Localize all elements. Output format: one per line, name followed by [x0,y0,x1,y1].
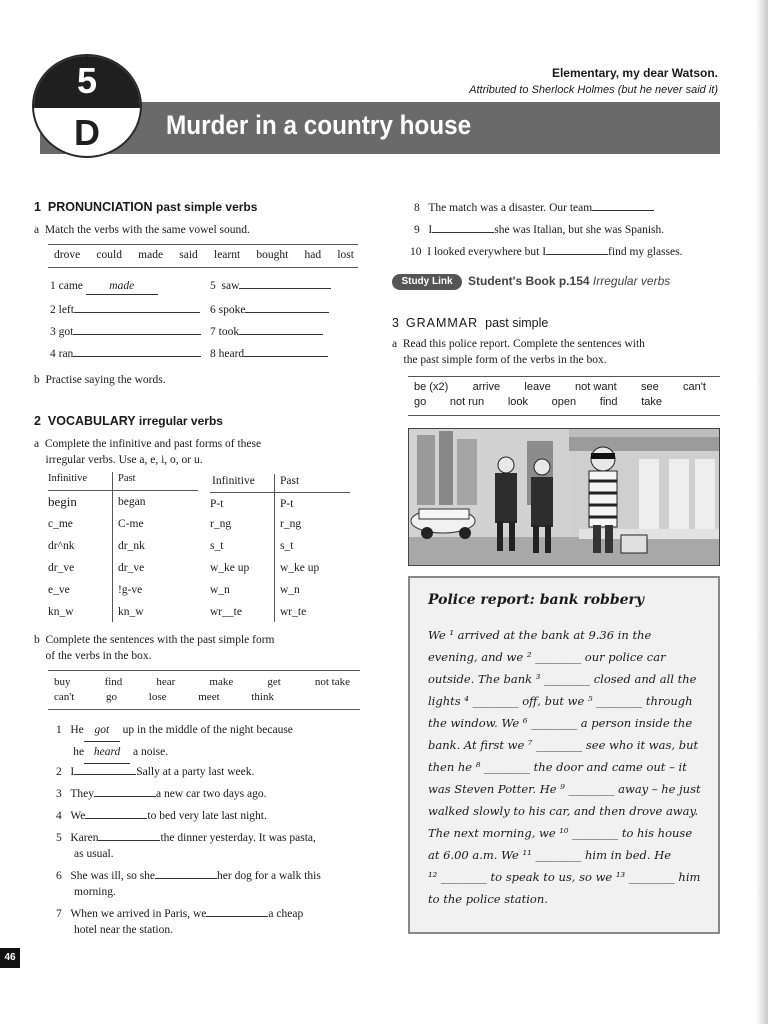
answer-blank[interactable] [592,200,654,211]
quote: Elementary, my dear Watson. [551,66,718,80]
sentence-4: 4 We to bed very late last night. [56,810,267,822]
answer-blank[interactable] [239,278,331,289]
verb-box-3a: be (x2) arrive leave not want see can't go not run look open find take [408,376,720,416]
page-number: 46 [0,948,20,968]
quote-attribution: Attributed to Sherlock Holmes (but he never said it) [469,84,718,96]
sentence-2: 2 I Sally at a party last week. [56,766,255,778]
match-item-5: 5 saw [210,278,331,294]
match-item-7: 7 took [210,324,323,340]
verb-box-2b: buy find hear make get not take can't go lose meet think [48,670,360,710]
sentence-5-cont: as usual. [74,848,114,860]
sentence-9: 9 I she was Italian, but she was Spanish. [414,224,665,236]
sentence-6-cont: morning. [74,886,116,898]
section-2b-instruction: b Complete the sentences with the past simple form of the verbs in the box. [34,634,275,662]
match-item-2: 2 left [50,302,200,318]
answer-blank[interactable] [74,302,200,313]
answer-blank[interactable] [239,324,323,335]
report-line: The next morning, we ¹⁰ ________ to his house [428,826,693,840]
sentence-3: 3 They a new car two days ago. [56,788,267,800]
match-item-3: 3 got [50,324,201,340]
section-1a-instruction: a Match the verbs with the same vowel sound. [34,224,250,236]
police-report-title: Police report: bank robbery [428,592,645,608]
answer-blank[interactable] [432,222,494,233]
report-line: then he ⁸ ________ the door and came out – it [428,760,687,774]
sentence-8: 8 The match was a disaster. Our team [414,200,654,216]
report-line: bank. At first we ⁷ ________ see who it was, but [428,738,699,752]
sentence-7: 7 When we arrived in Paris, we a cheap [56,908,304,920]
report-line: We ¹ arrived at the bank at 9.36 in the [428,628,652,642]
report-line: ¹² ________ to speak to us, so we ¹³ ________ him [428,870,701,884]
police-report-card [408,576,720,934]
section-3-heading: 3 GRAMMAR past simple [392,316,549,330]
sentence-10: 10 I looked everywhere but I find my glasses. [410,246,683,258]
answer-blank[interactable] [98,830,160,841]
study-link-reference[interactable]: Student's Book p.154 Irregular verbs [468,274,671,288]
sentence-7-cont: hotel near the station. [74,924,173,936]
section-1-heading: 1 PRONUNCIATION past simple verbs [34,200,258,214]
match-item-6: 6 spoke [210,302,329,318]
vowel-word-box: drove could made said learnt bought had lost [48,244,358,268]
section-1b-instruction: b Practise saying the words. [34,374,166,386]
answer-blank[interactable] [94,786,156,797]
answer-blank[interactable] [244,346,328,357]
answer-blank[interactable] [73,346,201,357]
answer-blank[interactable] [85,808,147,819]
bank-robbery-illustration [408,428,720,566]
match-item-8: 8 heard [210,346,328,362]
study-link-badge[interactable]: Study Link [392,274,462,290]
unit-number: 5 [76,60,98,101]
report-line: was Steven Potter. He ⁹ ________ away – he just [428,782,701,796]
answer-blank[interactable] [73,324,201,335]
police-report-text [428,624,708,910]
sentence-1: 1 He got up in the middle of the night because he heard a noise. [56,720,366,764]
report-line: to the police station. [428,892,548,906]
answer-blank[interactable] [74,764,136,775]
unit-badge [32,54,142,158]
section-3a-instruction: a Read this police report. Complete the sentences with the past simple form of the verbs in the box. [392,338,645,366]
report-line: walked slowly to his car, and then drove away. [428,804,699,818]
answer-blank[interactable] [546,244,608,255]
report-line: evening, and we ² ________ our police car [428,650,666,664]
verb-table-1: Infinitive Past begin began c_me C-me dr^nk dr_nk dr_ve dr_ve e_ve !g-ve kn_w kn_w [48,472,200,622]
match-item-1: 1 came made [50,278,158,295]
unit-letter: D [74,112,100,153]
sentence-6: 6 She was ill, so she her dog for a walk this [56,870,321,882]
verb-table-2: Infinitive Past P-t P-t r_ng r_ng s_t s_t w_ke up w_ke up w_n w_n wr__te wr_te [210,474,360,624]
answer-blank[interactable] [155,868,217,879]
page-title: Murder in a country house [166,110,472,140]
page-edge-shadow [756,0,768,1024]
report-line: at 6.00 a.m. We ¹¹ ________ him in bed. He [428,848,672,862]
sentence-5: 5 Karen the dinner yesterday. It was pasta, [56,832,316,844]
section-2-heading: 2 VOCABULARY irregular verbs [34,414,223,428]
report-line: lights ⁴ ________ off, but we ⁵ ________ through [428,694,693,708]
match-item-4: 4 ran [50,346,201,362]
answer-blank[interactable] [245,302,329,313]
section-2a-instruction: a Complete the infinitive and past forms of these irregular verbs. Use a, e, i, o, or u. [34,438,262,466]
report-line: outside. The bank ³ ________ closed and all the [428,672,697,686]
report-line: the window. We ⁶ ________ a person inside the [428,716,693,730]
answer-blank[interactable] [206,906,268,917]
